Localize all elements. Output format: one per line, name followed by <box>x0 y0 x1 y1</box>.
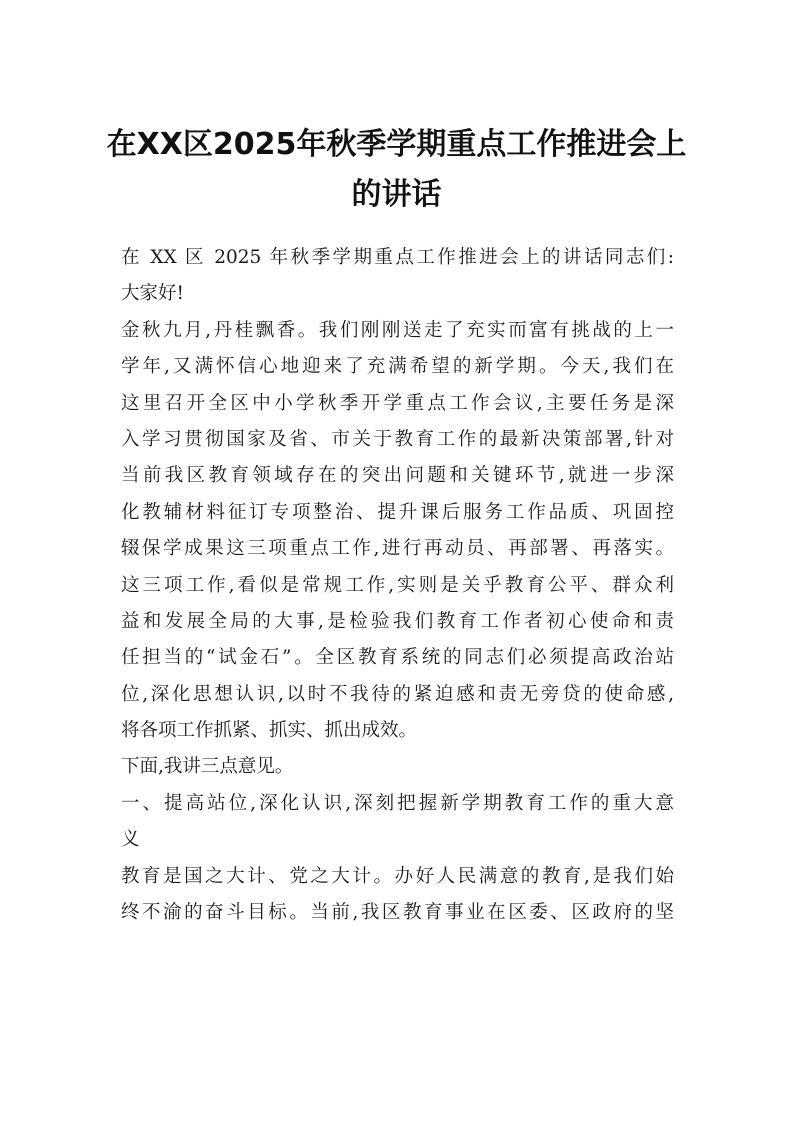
body-line: 化教辅材料征订专项整治、提升课后服务工作品质、巩固控 <box>121 501 674 523</box>
body-line: 大家好! <box>121 283 184 305</box>
body-line: 位,深化思想认识,以时不我待的紧迫感和责无旁贷的使命感, <box>121 683 674 705</box>
body-line: 学年,又满怀信心地迎来了充满希望的新学期。今天,我们在 <box>121 356 674 378</box>
body-line: 将各项工作抓紧、抓实、抓出成效。 <box>121 720 418 742</box>
body-line: 教育是国之大计、党之大计。办好人民满意的教育,是我们始 <box>121 865 674 887</box>
body-line: 益和发展全局的大事,是检验我们教育工作者初心使命和责 <box>121 610 674 632</box>
body-line: 这里召开全区中小学秋季开学重点工作会议,主要任务是深 <box>121 392 674 414</box>
body-line: 入学习贯彻国家及省、市关于教育工作的最新决策部署,针对 <box>121 428 674 450</box>
body-line: 一、提高站位,深化认识,深刻把握新学期教育工作的重大意 <box>121 792 674 814</box>
body-line: 辍保学成果这三项重点工作,进行再动员、再部署、再落实。 <box>121 538 674 560</box>
body-line: 在 XX 区 2025 年秋季学期重点工作推进会上的讲话同志们: <box>121 247 674 268</box>
document-title-line-2: 的讲话 <box>351 177 442 212</box>
body-line: 义 <box>121 829 140 851</box>
body-line: 金秋九月,丹桂飘香。我们刚刚送走了充实而富有挑战的上一 <box>121 319 674 341</box>
document-title-line-1: 在XX区2025年秋季学期重点工作推进会上 <box>106 127 687 162</box>
body-line: 这三项工作,看似是常规工作,实则是关乎教育公平、群众利 <box>121 574 674 596</box>
document-body <box>121 240 674 931</box>
body-line: 任担当的“试金石”。全区教育系统的同志们必须提高政治站 <box>121 647 674 669</box>
body-line: 终不渝的奋斗目标。当前,我区教育事业在区委、区政府的坚 <box>121 902 674 924</box>
body-line: 当前我区教育领域存在的突出问题和关键环节,就进一步深 <box>121 465 674 487</box>
body-line: 下面,我讲三点意见。 <box>121 756 294 778</box>
